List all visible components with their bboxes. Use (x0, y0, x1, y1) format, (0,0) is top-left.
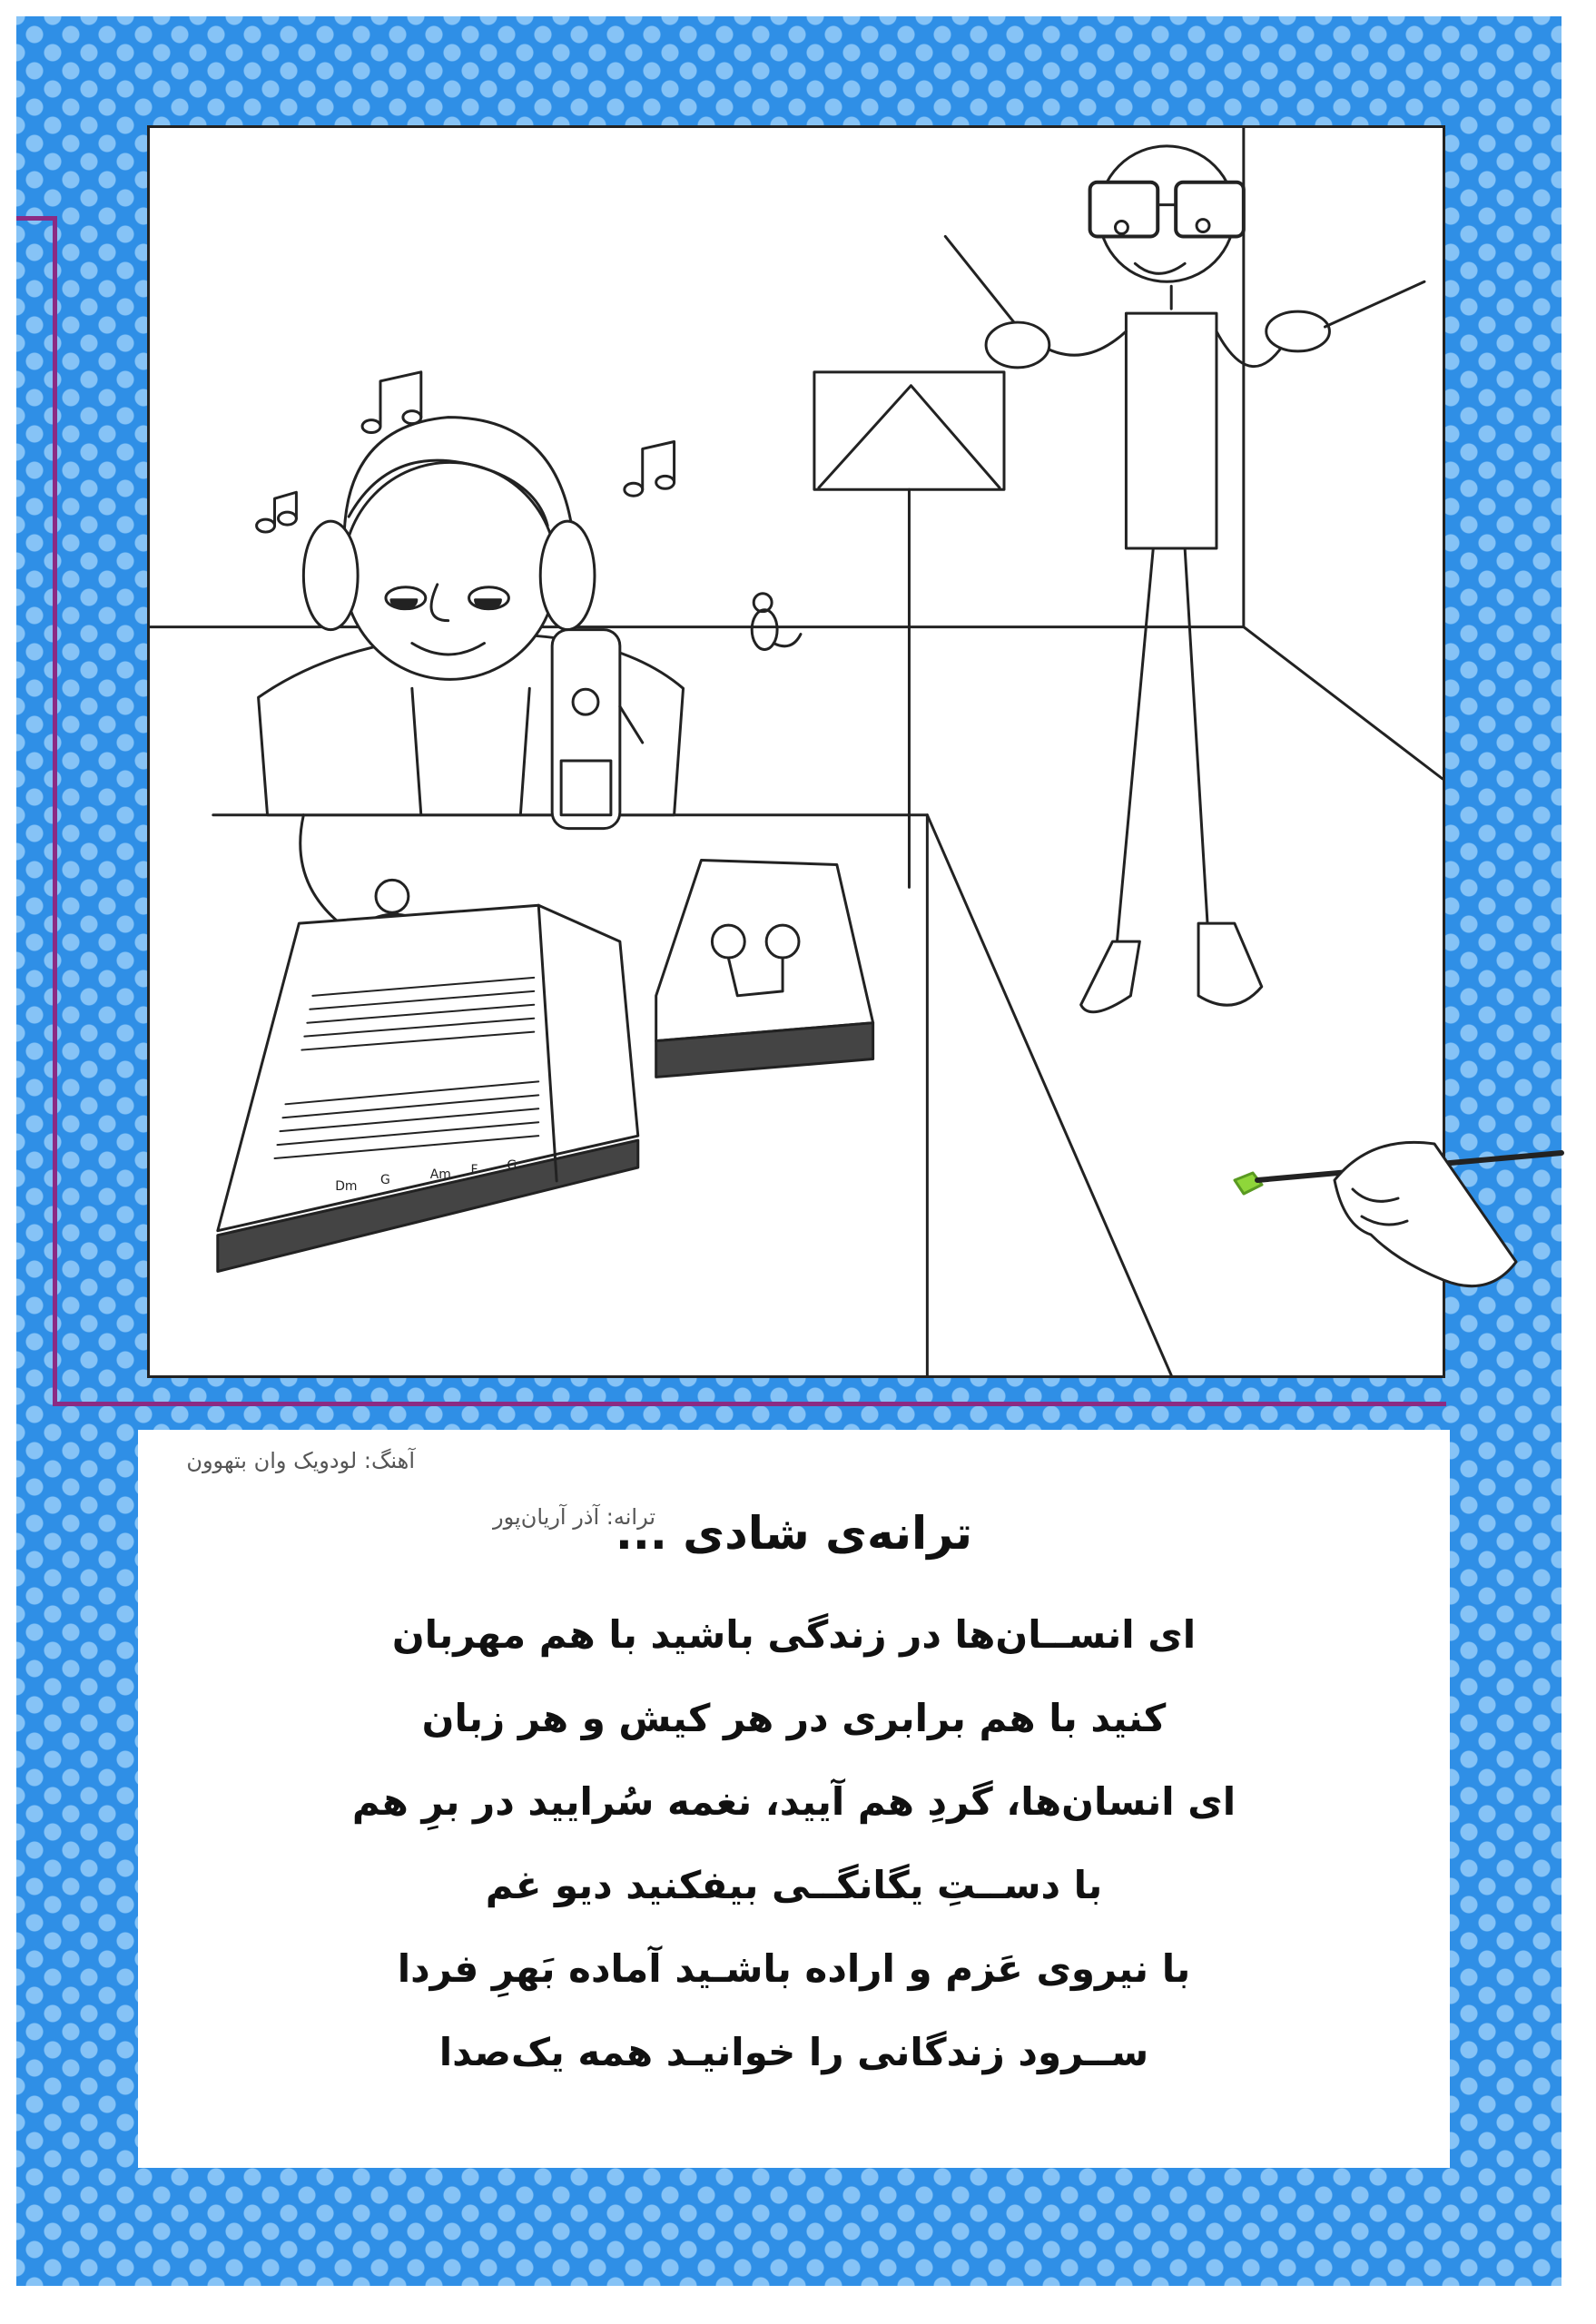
lyrics-credit: ترانه: آذر آریان‌پور (493, 1504, 655, 1530)
sheet-music-book (218, 905, 638, 1271)
song-text-panel (138, 1430, 1450, 2168)
verse-line: کنید با هم برابری در هر کیش و هر زبان (421, 1696, 1167, 1740)
music-stand (814, 372, 1004, 888)
closed-book (656, 860, 873, 1077)
table-edge-line (927, 815, 1171, 1375)
music-credit: آهنگ: لودویک وان بتهوون (186, 1448, 415, 1473)
chord-label: G (507, 1157, 517, 1173)
chord-label: Am (429, 1167, 451, 1182)
chord-label: F (470, 1162, 478, 1177)
chord-label: Dm (335, 1178, 358, 1194)
purple-frame-line-top (16, 216, 57, 221)
verse-line: با دســتِ یگانگــی بیفکنید دیو غم (485, 1863, 1103, 1907)
chord-label: G (380, 1172, 390, 1187)
paintbrush-hand-icon (1217, 1126, 1571, 1325)
verse-line: ســرود زندگانی را خوانیـد همه یک‌صدا (438, 2030, 1149, 2074)
mouse-figure (752, 594, 801, 650)
song-verses (138, 1593, 1450, 2094)
music-note-icon (625, 441, 675, 496)
room-corner-line-right (1244, 627, 1443, 779)
purple-frame-line-bottom (53, 1402, 1446, 1406)
verse-line: با نیروی عَزم و اراده باشـید آماده بَهرِ فردا (397, 1946, 1191, 1991)
song-title: ترانه‌ی شادی ... (615, 1507, 973, 1560)
verse-line: ای انســان‌ها در زندگی باشید با هم مهربان (391, 1612, 1197, 1657)
verse-line: ای انسان‌ها، گردِ هم آیید، نغمه سُرایید در برِ هم (351, 1779, 1236, 1824)
purple-frame-line-left (53, 216, 57, 1405)
conductor-figure (945, 146, 1424, 1012)
music-note-icon (257, 492, 297, 532)
